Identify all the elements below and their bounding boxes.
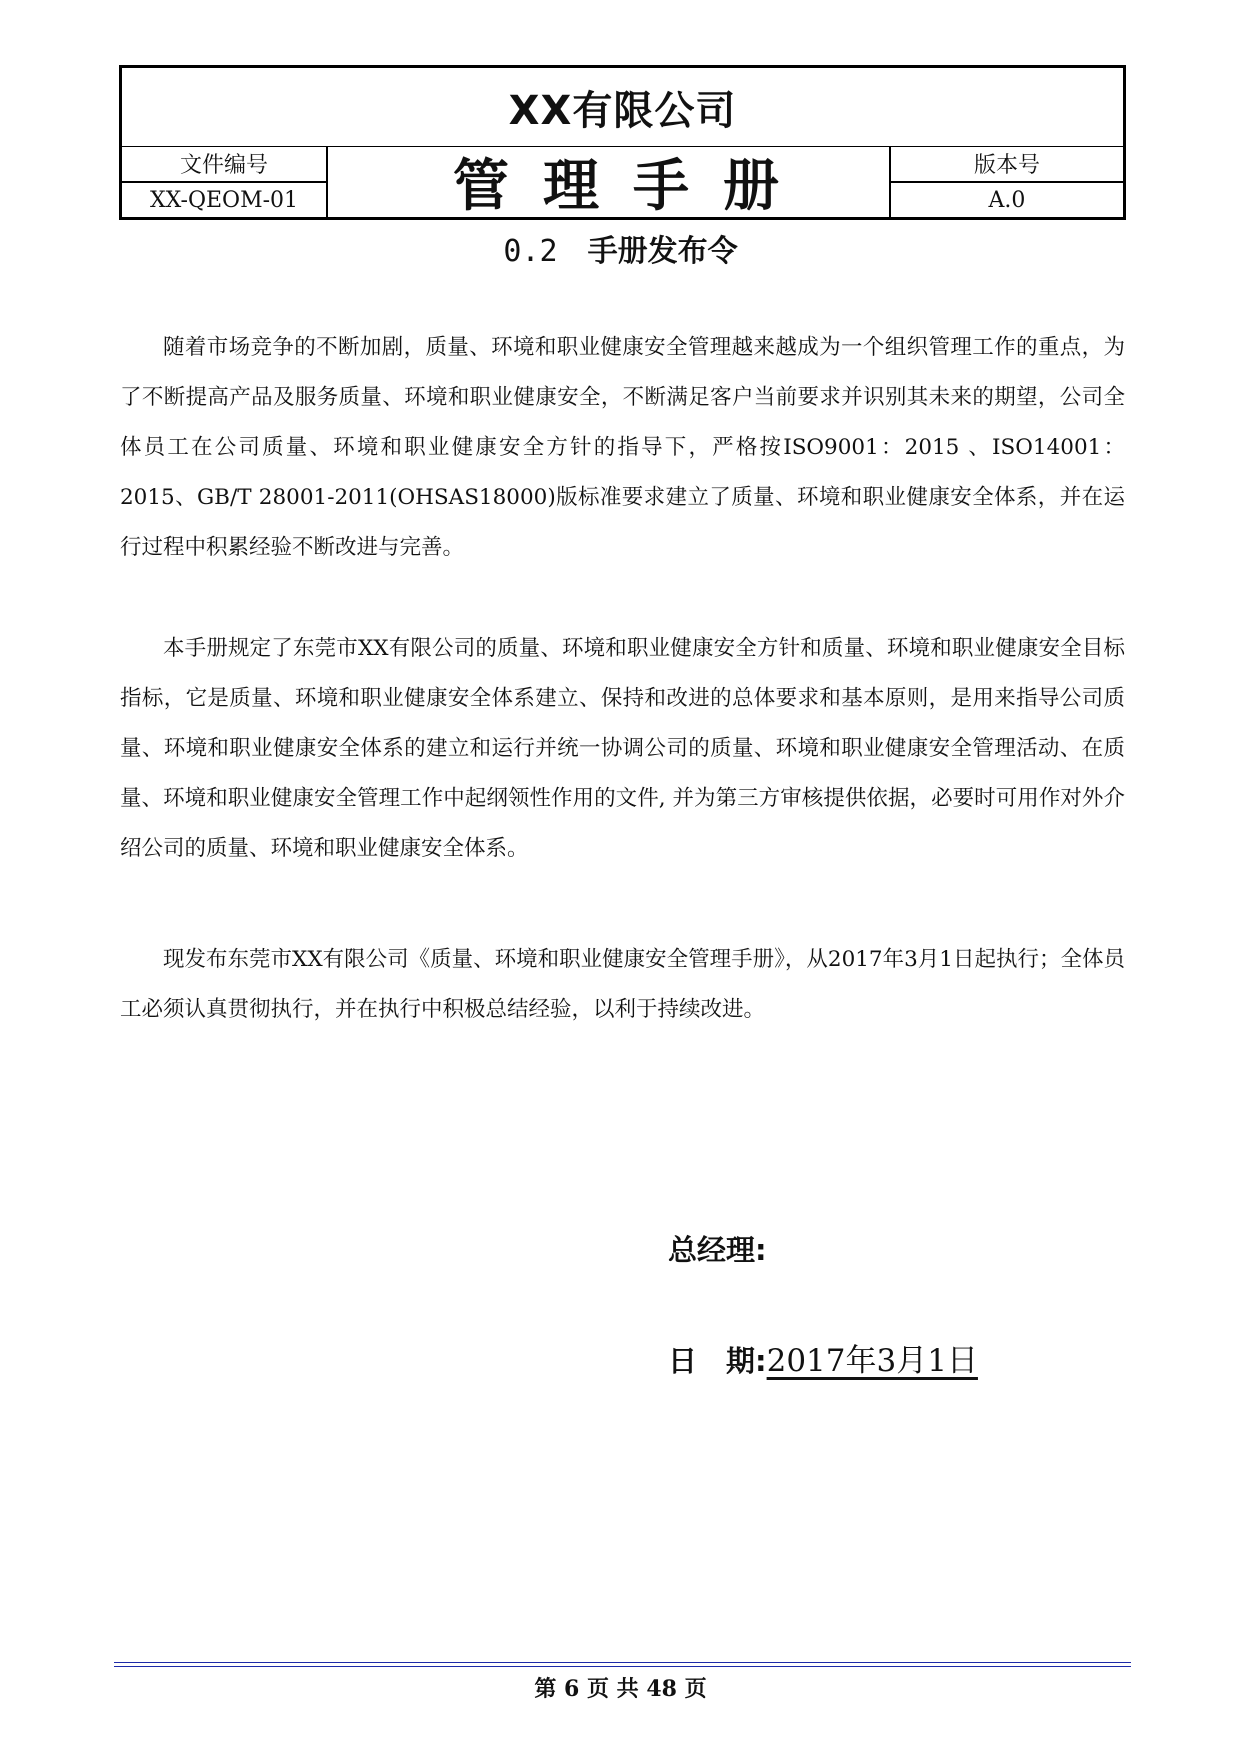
- version-label: 版本号: [973, 153, 1040, 178]
- date-label: 日 期:: [668, 1344, 767, 1378]
- paragraph: 本手册规定了东莞市XX有限公司的质量、环境和职业健康安全方针和质量、环境和职业健康安全目标指标，它是质量、环境和职业健康安全体系建立、保持和改进的总体要求和基本原则，是用来指导公司质量、环境和职业健康安全体系的建立和运行并统一协调公司的质量、环境和职业健康安全管理活动、在质量、环境和职业健康安全管理工作中起纲领性作用的文件, 并为第三方审核提供依据，必要时可用作对外介绍公司的质量、环境和职业健康安全体系。: [120, 636, 1125, 861]
- date-value: 2017年3月1日: [766, 1343, 978, 1379]
- date-row: [668, 1335, 978, 1380]
- manager-label: 总经理:: [668, 1233, 767, 1267]
- section-heading: [0, 226, 1241, 270]
- section-title-text: 手册发布令: [587, 234, 738, 269]
- footer-divider: [114, 1662, 1131, 1667]
- version-value: A.0: [988, 187, 1026, 213]
- section-number: 0.2: [503, 234, 558, 269]
- company-name: XX有限公司: [122, 68, 1123, 147]
- paragraph: 现发布东莞市XX有限公司《质量、环境和职业健康安全管理手册》，从2017年3月1日起执行；全体员工必须认真贯彻执行，并在执行中积极总结经验，以利于持续改进。: [120, 947, 1125, 1022]
- document-header-table: [119, 65, 1126, 220]
- doc-no-value: XX-QEOM-01: [149, 187, 299, 213]
- page-number: 第 6 页 共 48 页: [534, 1676, 707, 1702]
- divider: [326, 146, 328, 217]
- doc-no-label: 文件编号: [179, 153, 268, 178]
- paragraph: 随着市场竞争的不断加剧，质量、环境和职业健康安全管理越来越成为一个组织管理工作的重点，为了不断提高产品及服务质量、环境和职业健康安全，不断满足客户当前要求并识别其未来的期望，公司全体员工在公司质量、环境和职业健康安全方针的指导下，严格按ISO9001：2015 、ISO14001：2015、GB/T 28001-2011(OHSAS18000)版标准要求建立了质量、环境和职业健康安全体系，并在运行过程中积累经验不断改进与完善。: [120, 335, 1125, 560]
- manual-title: 管理手册: [453, 153, 813, 219]
